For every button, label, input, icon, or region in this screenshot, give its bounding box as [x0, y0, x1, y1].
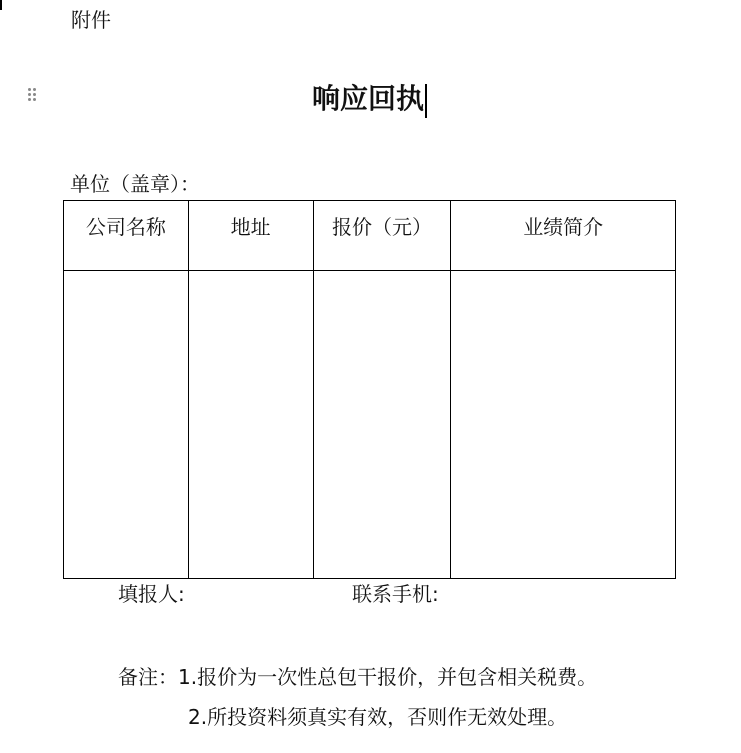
unit-seal-label: 单位（盖章）： — [70, 172, 200, 196]
cell-performance[interactable] — [451, 271, 676, 579]
text-cursor — [425, 84, 427, 118]
table-header-row — [64, 201, 676, 271]
document-title[interactable]: 响应回执 — [311, 82, 424, 115]
phone-label: 联系手机: — [352, 582, 439, 606]
cell-price[interactable] — [313, 271, 451, 579]
attachment-label: 附件 — [71, 8, 111, 32]
table-row — [64, 271, 676, 579]
header-company-name[interactable]: 公司名称 — [64, 201, 189, 271]
cell-address[interactable] — [188, 271, 313, 579]
note-line-1: 备注：1.报价为一次性总包干报价，并包含相关税费。 — [118, 665, 598, 689]
header-address[interactable]: 地址 — [188, 201, 313, 271]
note-line-2: 2.所投资料须真实有效，否则作无效处理。 — [188, 705, 568, 729]
header-performance[interactable]: 业绩简介 — [451, 201, 676, 271]
filler-label: 填报人: — [118, 582, 185, 606]
cell-company-name[interactable] — [64, 271, 189, 579]
response-table — [63, 200, 676, 579]
page-corner-mark — [0, 0, 2, 10]
document-title-block[interactable] — [0, 80, 741, 118]
header-price[interactable]: 报价（元） — [313, 201, 451, 271]
